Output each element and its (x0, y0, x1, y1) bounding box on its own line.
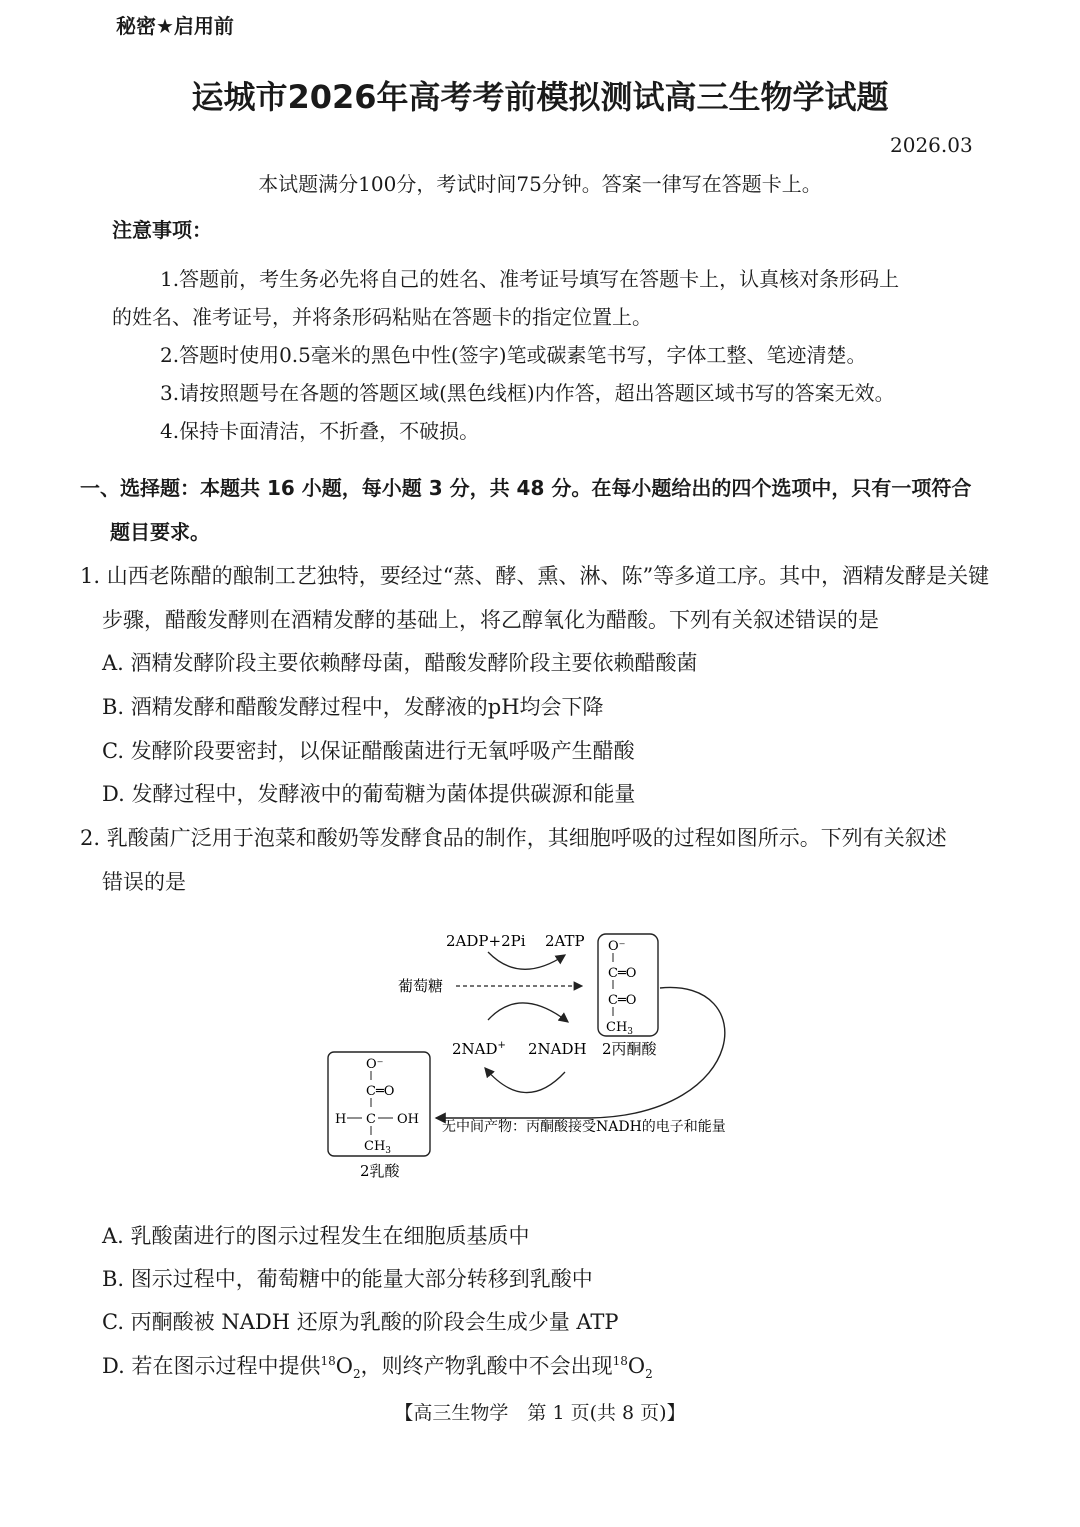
page-footer: 【高三生物学 第 1 页(共 8 页)】 (394, 1402, 686, 1424)
pyruvate-methyl: $CH_3$ (606, 1020, 634, 1037)
atp-label: 2ATP (545, 932, 585, 950)
pyruvate-carbonyl-1: C═O (608, 966, 637, 981)
notice-item: 3.请按照题号在各题的答题区域(黑色线框)内作答，超出答题区域书写的答案无效。 (160, 381, 895, 405)
page-title: 运城市2026年高考考前模拟测试高三生物学试题 (191, 78, 889, 116)
question-1-option-b: B. 酒精发酵和醋酸发酵过程中，发酵液的pH均会下降 (102, 695, 604, 719)
nad-label: 2NAD+ (452, 1040, 506, 1058)
adp-label: 2ADP+2Pi (446, 932, 526, 950)
pyruvate-carbonyl-2: C═O (608, 993, 637, 1008)
glucose-label: 葡萄糖 (398, 977, 444, 995)
nadh-label: 2NADH (528, 1040, 587, 1058)
notice-item: 的姓名、准考证号，并将条形码粘贴在答题卡的指定位置上。 (112, 305, 652, 329)
question-1-option-c: C. 发酵阶段要密封，以保证醋酸菌进行无氧呼吸产生醋酸 (102, 739, 635, 763)
nadh-oxidation-arrow (485, 1068, 565, 1093)
notice-item: 4.保持卡面清洁，不折叠，不破损。 (160, 419, 480, 443)
reaction-note: 无中间产物：丙酮酸接受NADH的电子和能量 (442, 1119, 726, 1135)
question-2-option-b: B. 图示过程中，葡萄糖中的能量大部分转移到乳酸中 (102, 1267, 593, 1291)
pyruvate-label: 2丙酮酸 (602, 1040, 657, 1058)
lactate-o-minus: O⁻ (366, 1057, 384, 1072)
lactate-oh: OH (397, 1112, 419, 1127)
pyruvate-o-minus: O⁻ (608, 939, 626, 954)
question-2-option-d: D. 若在图示过程中提供$^{18}O_2$，则终产物乳酸中不会出现$^{18}O_2$ (102, 1354, 653, 1382)
nad-reduction-arrow (488, 1003, 568, 1022)
question-1-option-d: D. 发酵过程中，发酵液中的葡萄糖为菌体提供碳源和能量 (102, 782, 636, 806)
question-2-stem: 2. 乳酸菌广泛用于泡菜和酸奶等发酵食品的制作，其细胞呼吸的过程如图所示。下列有关叙述 (80, 826, 947, 850)
question-2-option-c: C. 丙酮酸被 NADH 还原为乳酸的阶段会生成少量 ATP (102, 1310, 619, 1334)
lactate-methyl: $CH_3$ (364, 1139, 392, 1156)
lactate-carbonyl: C═O (366, 1084, 395, 1099)
confidential-label: 秘密★启用前 (116, 14, 234, 38)
exam-info: 本试题满分100分，考试时间75分钟。答案一律写在答题卡上。 (258, 172, 822, 196)
exam-date: 2026.03 (890, 133, 973, 157)
notice-item: 1.答题前，考生务必先将自己的姓名、准考证号填写在答题卡上，认真核对条形码上 (160, 267, 900, 291)
question-1-stem: 1. 山西老陈醋的酿制工艺独特，要经过“蒸、酵、熏、淋、陈”等多道工序。其中，酒精发酵是关键 (80, 564, 990, 588)
question-1-option-a: A. 酒精发酵阶段主要依赖酵母菌，醋酸发酵阶段主要依赖醋酸菌 (102, 651, 698, 675)
question-1-stem-cont: 步骤，醋酸发酵则在酒精发酵的基础上，将乙醇氧化为醋酸。下列有关叙述错误的是 (102, 608, 879, 632)
lactate-label: 2乳酸 (360, 1162, 400, 1180)
lactic-fermentation-diagram (320, 920, 800, 1190)
question-2-option-a: A. 乳酸菌进行的图示过程发生在细胞质基质中 (102, 1224, 530, 1248)
section-heading-cont: 题目要求。 (110, 520, 210, 544)
section-heading: 一、选择题：本题共 16 小题，每小题 3 分，共 48 分。在每小题给出的四个选项中，只有一项符合 (80, 476, 972, 500)
notice-item: 2.答题时使用0.5毫米的黑色中性(签字)笔或碳素笔书写，字体工整、笔迹清楚。 (160, 343, 867, 367)
notice-heading: 注意事项： (112, 218, 212, 242)
atp-synthesis-arrow (488, 952, 565, 969)
lactate-c: C (366, 1112, 376, 1127)
lactate-h: H (335, 1112, 347, 1127)
question-2-stem-cont: 错误的是 (102, 870, 186, 894)
